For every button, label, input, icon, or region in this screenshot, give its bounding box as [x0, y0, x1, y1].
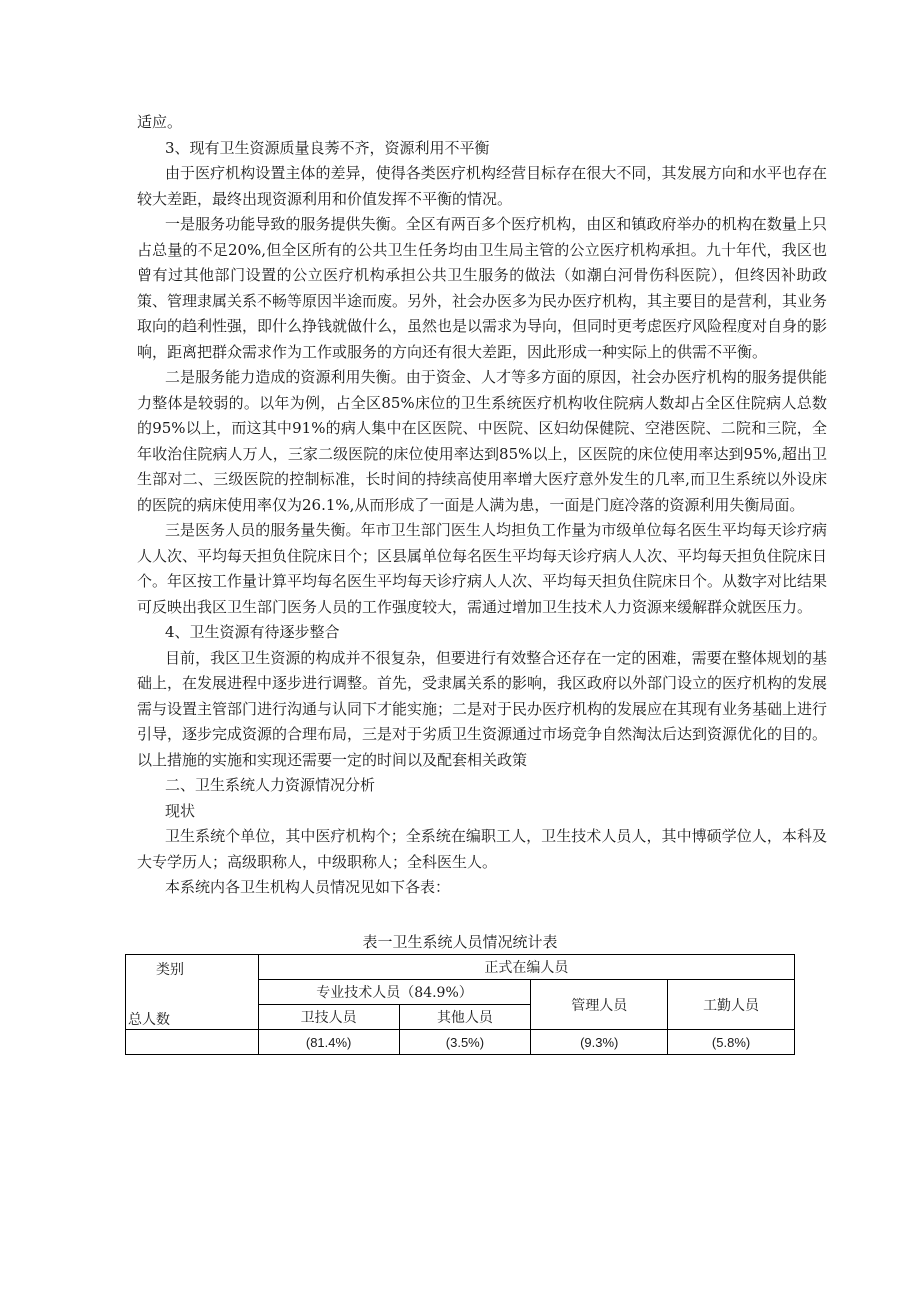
document-body: [137, 110, 827, 901]
section-heading: 4、卫生资源有待逐步整合: [165, 623, 340, 641]
logistics-header: 工勤人员: [668, 980, 795, 1030]
management-header: 管理人员: [531, 980, 668, 1030]
section-heading: 3、现有卫生资源质量良莠不齐，资源利用不平衡: [165, 138, 490, 157]
professional-technical-header: 专业技术人员（84.9%）: [258, 980, 531, 1005]
total-label: 总人数: [128, 1012, 170, 1028]
logistics-pct-cell: (5.8%): [668, 1030, 795, 1055]
health-tech-header: 卫技人员: [258, 1005, 399, 1030]
paragraph: 卫生系统个单位，其中医疗机构个；全系统在编职工人，卫生技术人员人，其中博硕学位人，本科及大专学历人；高级职称人，中级职称人；全科医生人。: [137, 827, 827, 871]
section-heading: 二、卫生系统人力资源情况分析: [165, 776, 376, 794]
subsection-heading: 现状: [165, 801, 196, 820]
health-tech-pct-cell: (81.4%): [258, 1030, 399, 1055]
table-row: [126, 1030, 795, 1055]
paragraph: 本系统内各卫生机构人员情况见如下各表：: [165, 878, 451, 896]
paragraph: 由于医疗机构设置主体的差异，使得各类医疗机构经营目标存在很大不同，其发展方向和水平也存在较大差距，最终出现资源利用和价值发挥不平衡的情况。: [137, 164, 827, 208]
paragraph: 一是服务功能导致的服务提供失衡。全区有两百多个医疗机构，由区和镇政府举办的机构在数量上只占总量的不足20%,但全区所有的公共卫生任务均由卫生局主管的公立医疗机构承担。九十年代，我区也曾有过其他部门设置的公立医疗机构承担公共卫生服务的做法（如潮白河骨伤科医院），但终因补助政策、管理隶属关系不畅等原因半途而废。另外，社会办医多为民办医疗机构，其主要目的是营利，其业务取向的趋利性强，即什么挣钱就做什么，虽然也是以需求为导向，但同时更考虑医疗风险程度对自身的影响，距离把群众需求作为工作或服务的方向还有很大差距，因此形成一种实际上的供需不平衡。: [137, 215, 828, 361]
table-row: [126, 955, 795, 980]
paragraph: 二是服务能力造成的资源利用失衡。由于资金、人才等多方面的原因，社会办医疗机构的服务提供能力整体是较弱的。以年为例，占全区85%床位的卫生系统医疗机构收住院病人数却占全区住院病人总数的95%以上，而这其中91%的病人集中在区医院、中医院、区妇幼保健院、空港医院、二院和三院，全年收治住院病人万人，三家二级医院的床位使用率达到85%以上，区医院的床位使用率达到95%,超出卫生部对二、三级医院的控制标准，长时间的持续高使用率增大医疗意外发生的几率,而卫生系统以外设床的医院的病床使用率仅为26.1%,从而形成了一面是人满为患，一面是门庭冷落的资源利用失衡局面。: [137, 368, 827, 514]
paragraph: 适应。: [137, 113, 183, 131]
category-header-cell: [126, 955, 259, 1030]
other-pct-cell: (3.5%): [399, 1030, 531, 1055]
formal-staff-header: 正式在编人员: [258, 955, 794, 980]
paragraph: 目前，我区卫生资源的构成并不很复杂，但要进行有效整合还存在一定的困难，需要在整体规划的基础上，在发展进程中逐步进行调整。首先，受隶属关系的影响，我区政府以外部门设立的医疗机构的发展需与设置主管部门进行沟通与认同下才能实施；二是对于民办医疗机构的发展应在其现有业务基础上进行引导，逐步完成资源的合理布局，三是对于劣质卫生资源通过市场竞争自然淘汰后达到资源优化的目的。以上措施的实施和实现还需要一定的时间以及配套相关政策: [137, 648, 828, 769]
management-pct-cell: (9.3%): [531, 1030, 668, 1055]
staff-statistics-table: [125, 954, 795, 1055]
paragraph: 三是医务人员的服务量失衡。年市卫生部门医生人均担负工作量为市级单位每名医生平均每天诊疗病人人次、平均每天担负住院床日个；区县属单位每名医生平均每天诊疗病人人次、平均每天担负住院床日个。年区按工作量计算平均每名医生平均每天诊疗病人人次、平均每天担负住院床日个。从数字对比结果可反映出我区卫生部门医务人员的工作强度较大，需通过增加卫生技术人力资源来缓解群众就医压力。: [137, 521, 828, 616]
category-label: 类别: [156, 962, 184, 978]
table-caption: 表一卫生系统人员情况统计表: [362, 933, 558, 951]
other-header: 其他人员: [399, 1005, 531, 1030]
total-value-cell: [126, 1030, 259, 1055]
